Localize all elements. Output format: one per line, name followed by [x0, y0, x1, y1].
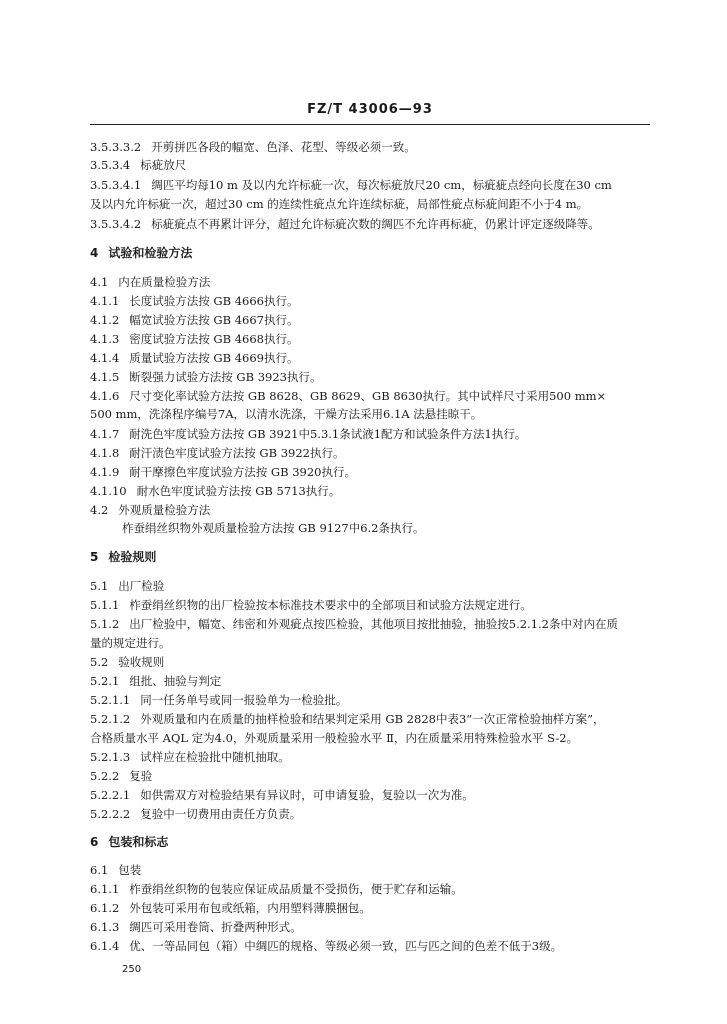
clause-text: 绸匹平均每10 m 及以内允许标疵一次，每次标疵放尺20 cm，标疵疵点经向长度在30 cm	[151, 178, 612, 192]
clause-text: 断裂强力试验方法按 GB 3923执行。	[129, 370, 322, 384]
line	[90, 787, 650, 803]
clause-text: 耐水色牢度试验方法按 GB 5713执行。	[136, 484, 341, 498]
clause-text: 出厂检验	[118, 579, 165, 593]
clause-text: 复验中一切费用由责任方负责。	[140, 807, 302, 821]
line	[90, 768, 650, 784]
line	[90, 900, 650, 916]
line	[90, 445, 650, 461]
clause-text: 出厂检验中，幅宽、纬密和外观疵点按匹检验，其他项目按批抽验，抽验按5.2.1.2条中对内在质	[129, 617, 618, 631]
clause-text: 如供需双方对检验结果有异议时，可申请复验，复验以一次为准。	[140, 788, 474, 802]
clause-number: 4.1.7	[90, 427, 120, 441]
line	[90, 730, 650, 746]
line	[90, 216, 650, 232]
line	[90, 331, 650, 347]
clause-number: 5.2.1.1	[90, 693, 131, 707]
section-title: 包装和标志	[108, 835, 169, 849]
line	[90, 483, 650, 499]
line	[122, 520, 650, 536]
clause-text: 长度试验方法按 GB 4666执行。	[129, 294, 299, 308]
clause-number: 4.1.8	[90, 446, 120, 460]
clause-number: 4.2	[90, 503, 109, 517]
section-title: 试验和检验方法	[108, 246, 193, 260]
clause-text: 柞蚕绢丝织物外观质量检验方法按 GB 9127中6.2条执行。	[122, 521, 425, 535]
clause-number: 4.1.3	[90, 332, 120, 346]
clause-number: 4.1.4	[90, 351, 120, 365]
clause-text: 耐洗色牢度试验方法按 GB 3921中5.3.1条试液1配方和试验条件方法1执行。	[129, 427, 527, 441]
line	[90, 616, 650, 632]
line	[90, 711, 650, 727]
line	[90, 673, 650, 689]
standard-number: FZ/T 43006—93	[307, 102, 433, 117]
line	[90, 293, 650, 309]
clause-text: 外包装可采用布包或纸箱，内用塑料薄膜捆包。	[129, 901, 371, 915]
clause-number: 5.2.1.3	[90, 750, 131, 764]
clause-text: 包装	[118, 863, 142, 877]
clause-text: 标疵疵点不再累计评分，超过允许标疵次数的绸匹不允许再标疵，仍累计评定逐级降等。	[151, 217, 600, 231]
line	[90, 654, 650, 670]
line	[90, 388, 650, 404]
line	[90, 938, 650, 954]
clause-text: 质量试验方法按 GB 4669执行。	[129, 351, 299, 365]
clause-text: 复验	[129, 769, 153, 783]
clause-text: 外观质量检验方法	[118, 503, 211, 517]
line	[90, 196, 650, 212]
line	[90, 426, 650, 442]
section-number: 4	[90, 246, 99, 260]
clause-text: 组批、抽验与判定	[129, 674, 222, 688]
line	[90, 806, 650, 822]
clause-number: 4.1.9	[90, 465, 120, 479]
section-number: 6	[90, 835, 99, 849]
clause-text: 密度试验方法按 GB 4668执行。	[129, 332, 299, 346]
line	[90, 635, 650, 651]
line	[90, 369, 650, 385]
clause-text: 验收规则	[118, 655, 165, 669]
line	[90, 749, 650, 765]
header-divider	[90, 124, 650, 125]
section-heading	[90, 549, 650, 565]
clause-text: 合格质量水平 AQL 定为4.0，外观质量采用一般检验水平 Ⅱ，内在质量采用特殊检验水平 S-2。	[90, 731, 579, 745]
clause-text: 尺寸变化率试验方法按 GB 8628、GB 8629、GB 8630执行。其中试样尺寸采用500 mm×	[129, 389, 607, 403]
clause-text: 耐汗渍色牢度试验方法按 GB 3922执行。	[129, 446, 345, 460]
clause-text: 及以内允许标疵一次，超过30 cm 的连续性疵点允许连续标疵，局部性疵点标疵间距不小于4 m。	[90, 197, 589, 211]
line	[90, 312, 650, 328]
clause-text: 优、一等品同包（箱）中绸匹的规格、等级必须一致，匹与匹之间的色差不低于3级。	[129, 939, 563, 953]
clause-text: 试样应在检验批中随机抽取。	[140, 750, 290, 764]
clause-number: 6.1.1	[90, 882, 120, 896]
clause-text: 幅宽试验方法按 GB 4667执行。	[129, 313, 299, 327]
line	[90, 502, 650, 518]
clause-text: 量的规定进行。	[90, 636, 171, 650]
clause-text: 500 mm，洗涤程序编号7A，以清水洗涤，干燥方法采用6.1A 法悬挂晾干。	[90, 407, 483, 421]
clause-number: 5.2.2.2	[90, 807, 131, 821]
section-number: 5	[90, 550, 99, 564]
clause-number: 4.1.2	[90, 313, 120, 327]
clause-number: 3.5.3.4	[90, 158, 131, 172]
clause-number: 3.5.3.4.2	[90, 217, 142, 231]
clause-text: 绸匹可采用卷筒、折叠两种形式。	[129, 920, 302, 934]
line	[90, 406, 650, 422]
line	[90, 919, 650, 935]
section-title: 检验规则	[108, 550, 157, 564]
clause-text: 标疵放尺	[140, 158, 187, 172]
line	[90, 881, 650, 897]
clause-text: 同一任务单号或同一报验单为一检验批。	[140, 693, 348, 707]
line	[90, 139, 650, 155]
line	[90, 578, 650, 594]
clause-number: 3.5.3.3.2	[90, 140, 142, 154]
clause-number: 5.2.2.1	[90, 788, 131, 802]
clause-number: 4.1.5	[90, 370, 120, 384]
clause-number: 4.1.6	[90, 389, 120, 403]
page-number: 250	[122, 964, 142, 975]
line	[90, 692, 650, 708]
line	[90, 157, 650, 173]
section-heading	[90, 834, 650, 850]
clause-number: 4.1	[90, 275, 109, 289]
clause-number: 6.1	[90, 863, 109, 877]
section-heading	[90, 245, 650, 261]
line	[90, 274, 650, 290]
line	[90, 597, 650, 613]
clause-text: 柞蚕绢丝织物的出厂检验按本标准技术要求中的全部项目和试验方法规定进行。	[129, 598, 532, 612]
clause-number: 4.1.1	[90, 294, 120, 308]
clause-text: 柞蚕绢丝织物的包装应保证成品质量不受损伤，便于贮存和运输。	[129, 882, 463, 896]
clause-number: 6.1.4	[90, 939, 120, 953]
clause-number: 3.5.3.4.1	[90, 178, 142, 192]
clause-number: 5.2	[90, 655, 109, 669]
clause-number: 5.1	[90, 579, 109, 593]
line	[90, 350, 650, 366]
clause-number: 5.2.1.2	[90, 712, 131, 726]
clause-text: 开剪拼匹各段的幅宽、色泽、花型、等级必须一致。	[151, 140, 416, 154]
clause-text: 外观质量和内在质量的抽样检验和结果判定采用 GB 2828中表3“一次正常检验抽样方案”，	[140, 712, 605, 726]
line	[90, 862, 650, 878]
clause-text: 内在质量检验方法	[118, 275, 211, 289]
line	[90, 464, 650, 480]
clause-number: 5.2.2	[90, 769, 120, 783]
line	[90, 177, 650, 193]
clause-number: 5.2.1	[90, 674, 120, 688]
clause-number: 5.1.2	[90, 617, 120, 631]
clause-number: 5.1.1	[90, 598, 120, 612]
clause-number: 6.1.3	[90, 920, 120, 934]
clause-number: 4.1.10	[90, 484, 127, 498]
clause-number: 6.1.2	[90, 901, 120, 915]
clause-text: 耐干摩擦色牢度试验方法按 GB 3920执行。	[129, 465, 356, 479]
